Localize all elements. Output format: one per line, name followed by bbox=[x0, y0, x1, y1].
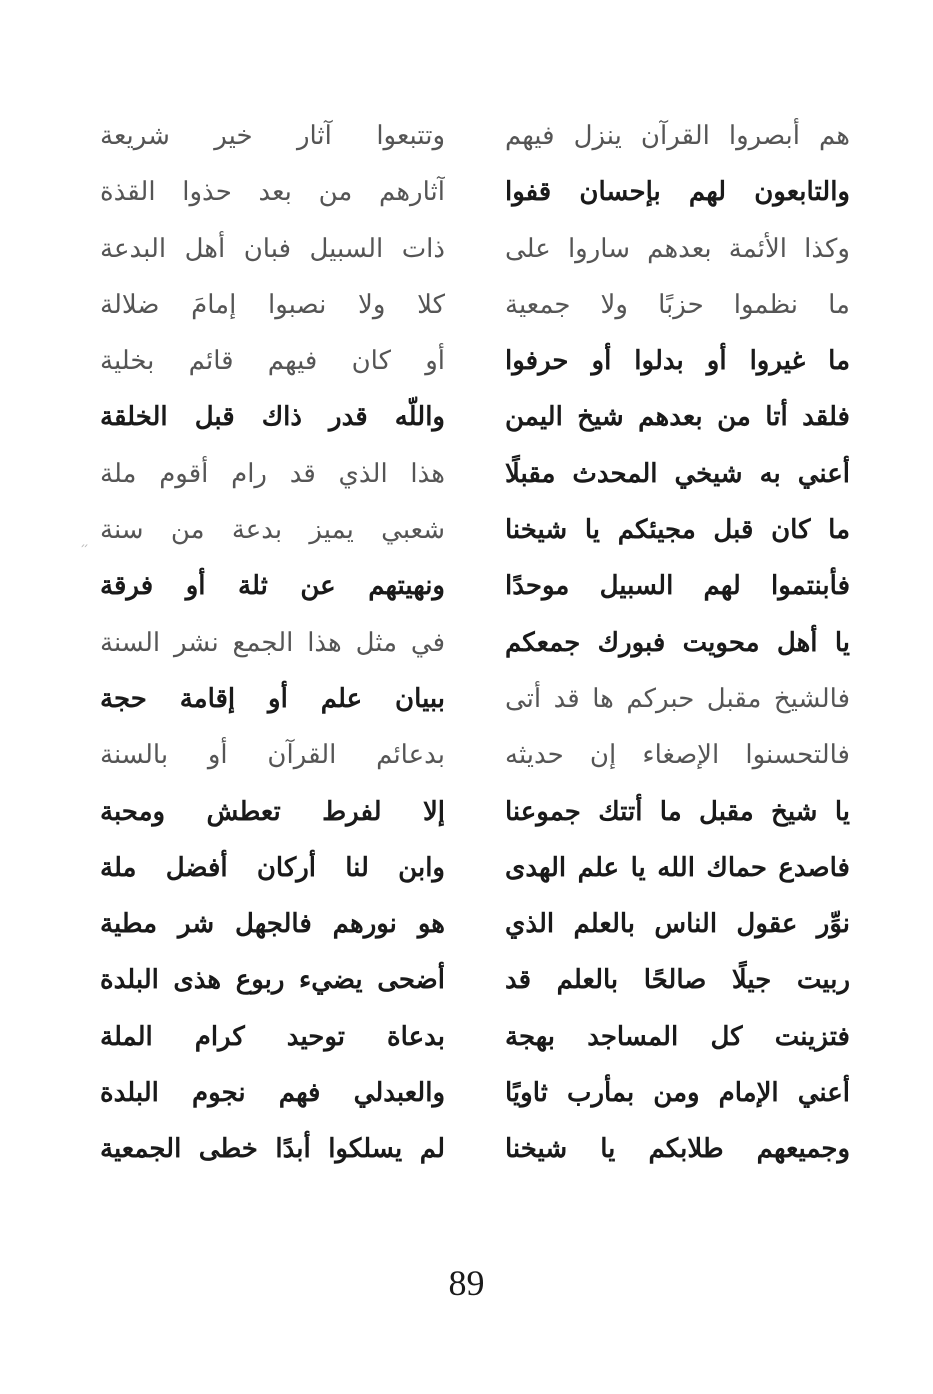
scan-speck: ״ bbox=[80, 540, 90, 556]
verse-line: فتزينت كل المساجد بهجة bbox=[505, 1021, 850, 1052]
verse-line: بدعاة توحيد كرام الملة bbox=[100, 1021, 445, 1052]
verse-line: أعني الإمام ومن بمأرب ثاويًا bbox=[505, 1078, 850, 1109]
verse-line: فالشيخ مقبل حبركم ها قد أتى bbox=[505, 683, 850, 714]
verse-line: فالتحسنوا الإصغاء إن حديثه bbox=[505, 740, 850, 771]
verse-line: يا شيخ مقبل ما أتتك جموعنا bbox=[505, 796, 850, 827]
verse-line: ما غيروا أو بدلوا أو حرفوا bbox=[505, 346, 850, 377]
verse-line: واللّه قدر ذاك قبل الخلقة bbox=[100, 402, 445, 433]
verse-line: ما نظموا حزبًا ولا جمعية bbox=[505, 289, 850, 320]
verse-line: يا أهل محويت فبورك جمعكم bbox=[505, 627, 850, 658]
left-hemistich-column bbox=[100, 108, 445, 1178]
verse-line: وكذا الأئمة بعدهم ساروا على bbox=[505, 233, 850, 264]
verse-line: ذات السبيل فبان أهل البدعة bbox=[100, 233, 445, 264]
verse-line: ونهيتهم عن ثلة أو فرقة bbox=[100, 571, 445, 602]
verse-line: لم يسلكوا أبدًا خطى الجمعية bbox=[100, 1134, 445, 1165]
verse-line: ربيت جيلًا صالحًا بالعلم قد bbox=[505, 965, 850, 996]
verse-line: وجميعهم طلابكم يا شيخنا bbox=[505, 1134, 850, 1165]
verse-line: وتتبعوا آثار خير شريعة bbox=[100, 121, 445, 151]
verse-line: والتابعون لهم بإحسان قفوا bbox=[505, 177, 850, 208]
verse-line: والعبدلي فهم نجوم البلدة bbox=[100, 1078, 445, 1109]
verse-line: إلا لفرط تعطش ومحبة bbox=[100, 796, 445, 827]
verse-line: أو كان فيهم قائم بخلية bbox=[100, 346, 445, 377]
poem bbox=[100, 108, 850, 1183]
verse-line: كلا ولا نصبوا إمامَ ضلالة bbox=[100, 289, 445, 320]
page-number: 89 bbox=[448, 1263, 485, 1303]
verse-line: هو نورهم فالجهل شر مطية bbox=[100, 909, 445, 940]
verse-line: بدعائم القرآن أو بالسنة bbox=[100, 740, 445, 771]
verse-line: شعبي يميز بدعة من سنة bbox=[100, 515, 445, 546]
verse-line: في مثل هذا الجمع نشر السنة bbox=[100, 627, 445, 658]
verse-line: آثارهم من بعد حذوا القذة bbox=[100, 177, 445, 208]
verse-line: أضحى يضيء ربوع هذى البلدة bbox=[100, 965, 445, 996]
verse-line: فلقد أتا من بعدهم شيخ اليمن bbox=[505, 402, 850, 433]
verse-line: فأبنتموا لهم السبيل موحدًا bbox=[505, 571, 850, 602]
verse-line: فاصدع حماك الله يا علم الهدى bbox=[505, 852, 850, 883]
verse-line: ببيان علم أو إقامة حجة bbox=[100, 683, 445, 714]
verse-line: أعني به شيخي المحدث مقبلًا bbox=[505, 458, 850, 489]
verse-line: نوِّر عقول الناس بالعلم الذي bbox=[505, 909, 850, 940]
verse-line: هذا الذي قد رام أقوم ملة bbox=[100, 458, 445, 489]
verse-line: ما كان قبل مجيئكم يا شيخنا bbox=[505, 515, 850, 546]
right-hemistich-column bbox=[505, 108, 850, 1178]
verse-line: هم أبصروا القرآن ينزل فيهم bbox=[505, 121, 850, 151]
verse-line: وابن لنا أركان أفضل ملة bbox=[100, 852, 445, 883]
